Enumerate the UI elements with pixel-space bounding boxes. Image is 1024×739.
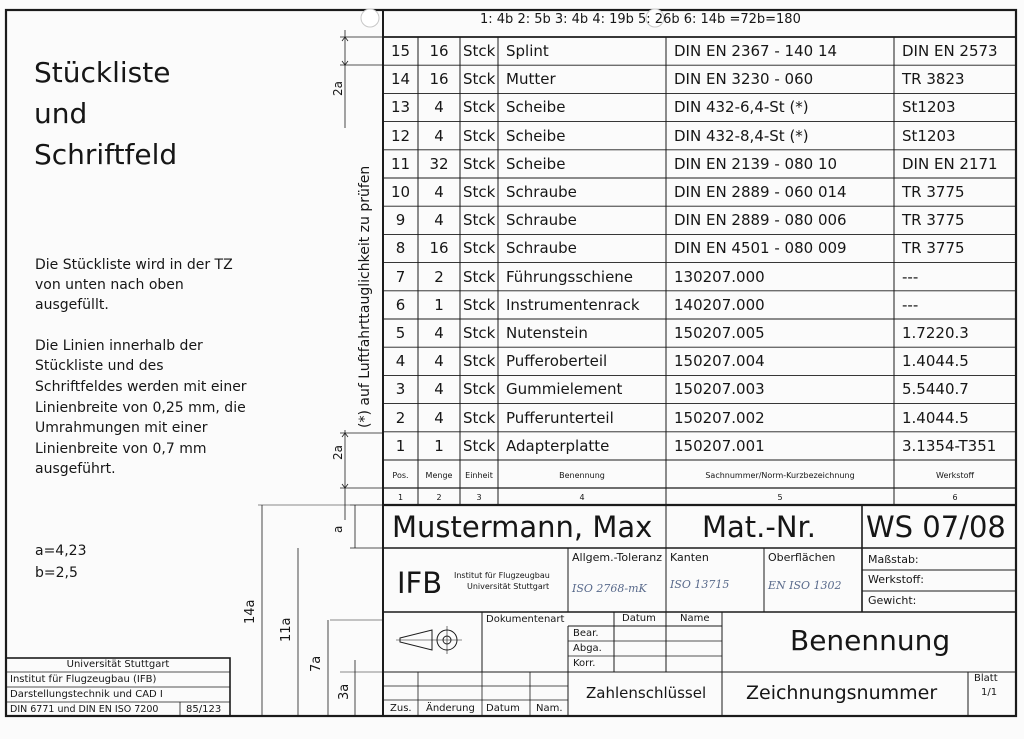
legend-university: Universität Stuttgart	[66, 659, 170, 670]
cell-einheit: Stck	[463, 70, 496, 89]
cell-benennung: Pufferunterteil	[506, 408, 614, 427]
column-widths-header: 1: 4b 2: 5b 3: 4b 4: 19b 5: 26b 6: 14b =72b=180	[480, 12, 801, 27]
sheet-value: 1/1	[981, 687, 998, 698]
number-key-label: Zahlenschlüssel	[586, 684, 707, 702]
institute-university: Universität Stuttgart	[467, 582, 550, 591]
cell-menge: 16	[429, 42, 449, 60]
col-header-menge: Menge	[425, 471, 453, 480]
cell-benennung: Nutenstein	[506, 324, 588, 342]
general-tolerance-label: Allgem.-Toleranz	[572, 551, 662, 564]
dim-label-14a: 14a	[243, 599, 258, 624]
cell-menge: 2	[434, 267, 444, 286]
col-header-einheit: Einheit	[465, 471, 493, 480]
cell-werkstoff: 5.5440.7	[902, 380, 969, 399]
cell-pos: 12	[390, 126, 411, 145]
heading-line-1: Stückliste	[34, 56, 171, 89]
col-number-1: 1	[397, 493, 404, 502]
cell-werkstoff: ---	[902, 267, 919, 286]
legend-standard: DIN 6771 und DIN EN ISO 7200	[10, 704, 159, 715]
drawing-title: Benennung	[790, 624, 951, 657]
semester-label: WS 07/08	[866, 510, 1006, 544]
cell-einheit: Stck	[463, 295, 496, 314]
cell-einheit: Stck	[463, 408, 496, 427]
cell-menge: 4	[434, 352, 444, 371]
dim-label-3a: 3a	[337, 683, 352, 700]
cell-pos: 1	[395, 436, 406, 455]
cell-pos: 4	[395, 352, 406, 371]
surfaces-label: Oberflächen	[768, 551, 836, 564]
cell-benennung: Gummielement	[506, 380, 623, 399]
dim-b-value: b=2,5	[35, 565, 78, 581]
cell-werkstoff: 1.4044.5	[902, 352, 969, 371]
matriculation-number-label: Mat.-Nr.	[702, 510, 817, 544]
col-header-pos: Pos.	[392, 471, 409, 480]
cell-menge: 4	[434, 211, 444, 230]
cell-einheit: Stck	[463, 352, 496, 371]
ifb-logo-text: IFB	[397, 566, 443, 600]
scale-label: Maßstab:	[868, 553, 919, 566]
revision-date-label: Datum	[486, 703, 520, 714]
col-header-sachnummer: Sachnummer/Norm-Kurzbezeichnung	[705, 471, 855, 480]
revision-change-label: Änderung	[426, 703, 475, 714]
cell-einheit: Stck	[463, 98, 496, 117]
approved-by-label: Abga.	[573, 643, 602, 654]
cell-werkstoff: ---	[902, 295, 919, 314]
cell-benennung: Splint	[506, 42, 549, 60]
revision-zus-label: Zus.	[390, 703, 412, 714]
cell-einheit: Stck	[463, 183, 496, 201]
date-column-header: Datum	[622, 613, 656, 624]
cell-benennung: Schraube	[506, 239, 577, 258]
cell-einheit: Stck	[463, 267, 496, 286]
cell-benennung: Führungsschiene	[506, 267, 634, 286]
col-number-4: 4	[579, 493, 585, 502]
cell-sachnummer: 150207.005	[674, 324, 765, 342]
cell-sachnummer: DIN EN 2367 - 140 14	[674, 42, 838, 60]
drawing-sheet: 1: 4b 2: 5b 3: 4b 4: 19b 5: 26b 6: 14b =72b=180 Stückliste und Schriftfeld Die Stückliste wird in der TZ von unten nach oben ausgefüllt. Die Linien innerhalb der Stückliste und des Schriftfeldes werden mit einer Linienbreite von 0,25 mm, die Umrahmungen mit einer Linienbreite von 0,7 mm ausgeführt. a=4,23 b=2,5 (*) auf Luftfahrttauglichkeit zu prüfen 2a 2a a 14a 11a 7a 3a 15 16 Stck Splint DIN EN 2367 - 140 14 DIN EN 2573 14 16 Stck Mutter DIN EN 3230 - 060 TR 3823 13 4 Stck Scheibe DIN 432-6,4-St (*) St1203 12 4 Stck Scheibe DIN 432-8,4-St (*) St1203 11 32 Stck Scheibe DIN EN 2139 - 080 10 DIN EN 2171 10 4 Stck Schraube DIN EN 2889 - 060 014 TR 3775 9 4 Stck Schraube DIN EN 2889 - 080 006 TR 3775 8 16 Stck Schraube DIN EN 4501 - 080 009 TR 3775 7 2 Stck Führungsschiene 130207.000 --- 6 1 Stck Instrumentenrack 140207.000 --- 5 4 Stck Nutenstein 150207.005 1.7220.3 4 4 Stck Pufferoberteil 150207.004 1.4044.5 3 4 Stck Gummielement 150207.003 5.5440.7 2 4 Stck Pufferunterteil 150207.002 1.4044.5 1 1 Stck Adapterplatte 150207.001 3.1354-T351 Pos. Menge Einheit Benennung Sachnummer/Norm-Kurzbezeichnung Werkstoff 1 2 3 4 5 6 Mustermann, Max Mat.-Nr. WS 07/08 IFB Institut für Flugzeugbau Universität Stuttgart Allgem.-Toleranz ISO 2768-mK Kanten ISO 13715 Oberflächen EN ISO 1302 Maßstab: Werkstoff: Gewicht: Dokumentenart Datum Name Bear. Abga. Korr. Benennung Zahlenschlüssel Zeichnungsnummer Blatt 1/1 Zus. Änderung Datum Nam. Universität Stuttgart Institut für Flugzeugbau (IFB) Darstellungstechnik und CAD I DIN 6771 und DIN EN ISO 7200 85/123	[0, 0, 1024, 739]
cell-pos: 5	[395, 324, 406, 342]
cell-werkstoff: St1203	[902, 98, 956, 117]
institute-name: Institut für Flugzeugbau	[454, 571, 550, 580]
cell-sachnummer: DIN 432-8,4-St (*)	[674, 126, 809, 145]
material-label: Werkstoff:	[868, 573, 924, 586]
revision-name-label: Nam.	[536, 703, 563, 714]
cell-werkstoff: St1203	[902, 126, 956, 145]
cell-einheit: Stck	[463, 126, 496, 145]
cell-menge: 4	[434, 408, 444, 427]
cell-einheit: Stck	[463, 211, 496, 230]
cell-menge: 1	[434, 436, 444, 455]
cell-pos: 6	[395, 295, 406, 314]
cell-pos: 11	[390, 154, 411, 173]
heading-line-2: und	[34, 97, 88, 130]
sheet-label: Blatt	[974, 673, 998, 684]
cell-benennung: Scheibe	[506, 98, 566, 117]
col-number-3: 3	[476, 493, 482, 502]
cell-menge: 4	[434, 380, 444, 399]
surfaces-value: EN ISO 1302	[768, 579, 842, 592]
cell-werkstoff: TR 3823	[902, 70, 965, 89]
cell-einheit: Stck	[463, 380, 496, 399]
cell-einheit: Stck	[463, 239, 496, 258]
cell-sachnummer: DIN EN 3230 - 060	[674, 70, 814, 89]
cell-pos: 10	[390, 183, 411, 201]
col-number-5: 5	[777, 493, 783, 502]
cell-sachnummer: DIN EN 4501 - 080 009	[674, 239, 847, 258]
cell-pos: 2	[395, 408, 406, 427]
legend-institute: Institut für Flugzeugbau (IFB)	[10, 674, 157, 685]
cell-pos: 7	[395, 267, 406, 286]
cell-sachnummer: 150207.003	[674, 380, 765, 399]
student-name: Mustermann, Max	[392, 510, 653, 544]
cell-einheit: Stck	[463, 154, 496, 173]
dim-label-a: a	[331, 525, 345, 533]
cell-sachnummer: DIN EN 2139 - 080 10	[674, 154, 838, 173]
cell-benennung: Scheibe	[506, 126, 566, 145]
cell-menge: 16	[429, 70, 449, 89]
cell-menge: 4	[434, 98, 444, 117]
dim-label-11a: 11a	[279, 617, 294, 642]
col-header-werkstoff: Werkstoff	[936, 471, 974, 480]
cell-benennung: Schraube	[506, 211, 577, 230]
cell-sachnummer: 140207.000	[674, 295, 765, 314]
cell-menge: 4	[434, 324, 444, 342]
col-number-6: 6	[952, 493, 958, 502]
cell-menge: 4	[434, 183, 444, 201]
drawn-by-label: Bear.	[573, 628, 599, 639]
cell-werkstoff: 1.7220.3	[902, 324, 969, 342]
airworthiness-note: (*) auf Luftfahrttauglichkeit zu prüfen	[357, 165, 373, 428]
cell-werkstoff: 1.4044.5	[902, 408, 969, 427]
dim-a-value: a=4,23	[35, 543, 87, 559]
cell-benennung: Instrumentenrack	[506, 295, 640, 314]
cell-sachnummer: DIN 432-6,4-St (*)	[674, 98, 809, 117]
cell-einheit: Stck	[463, 42, 496, 60]
cell-sachnummer: 130207.000	[674, 267, 765, 286]
cell-menge: 4	[434, 126, 444, 145]
dim-label-2a-bottom: 2a	[331, 445, 345, 460]
legend-course: Darstellungstechnik und CAD I	[10, 689, 163, 700]
cell-pos: 14	[390, 70, 411, 89]
dim-label-7a: 7a	[309, 655, 324, 672]
cell-benennung: Schraube	[506, 183, 577, 201]
legend-number: 85/123	[186, 704, 222, 715]
cell-pos: 9	[395, 211, 406, 230]
cell-benennung: Mutter	[506, 70, 556, 89]
cell-werkstoff: DIN EN 2171	[902, 154, 998, 173]
weight-label: Gewicht:	[868, 594, 917, 607]
cell-werkstoff: DIN EN 2573	[902, 42, 998, 60]
col-header-benennung: Benennung	[559, 471, 605, 480]
cell-werkstoff: TR 3775	[902, 183, 965, 201]
cell-werkstoff: TR 3775	[902, 239, 965, 258]
cell-sachnummer: 150207.004	[674, 352, 765, 371]
cell-einheit: Stck	[463, 324, 496, 342]
drawing-number-label: Zeichnungsnummer	[746, 682, 938, 704]
cell-benennung: Pufferoberteil	[506, 352, 608, 371]
cell-einheit: Stck	[463, 436, 496, 455]
document-type-label: Dokumentenart	[486, 614, 565, 625]
cell-menge: 32	[429, 154, 449, 173]
name-column-header: Name	[680, 613, 710, 624]
edges-label: Kanten	[670, 551, 709, 564]
cell-pos: 15	[390, 42, 411, 60]
heading-line-3: Schriftfeld	[34, 138, 178, 171]
col-number-2: 2	[436, 493, 442, 502]
cell-menge: 16	[429, 239, 449, 258]
cell-sachnummer: DIN EN 2889 - 060 014	[674, 183, 847, 201]
corrected-by-label: Korr.	[573, 658, 596, 669]
cell-sachnummer: 150207.002	[674, 408, 765, 427]
cell-werkstoff: 3.1354-T351	[902, 436, 997, 455]
cell-sachnummer: DIN EN 2889 - 080 006	[674, 211, 847, 230]
edges-value: ISO 13715	[670, 578, 730, 591]
cell-pos: 8	[395, 239, 406, 258]
cell-pos: 3	[395, 380, 406, 399]
cell-benennung: Adapterplatte	[506, 436, 610, 455]
cell-benennung: Scheibe	[506, 154, 566, 173]
cell-pos: 13	[390, 98, 411, 117]
dim-label-2a-top: 2a	[331, 81, 345, 96]
general-tolerance-value: ISO 2768-mK	[572, 582, 647, 595]
cell-werkstoff: TR 3775	[902, 211, 965, 230]
cell-sachnummer: 150207.001	[674, 436, 765, 455]
cell-menge: 1	[434, 295, 444, 314]
